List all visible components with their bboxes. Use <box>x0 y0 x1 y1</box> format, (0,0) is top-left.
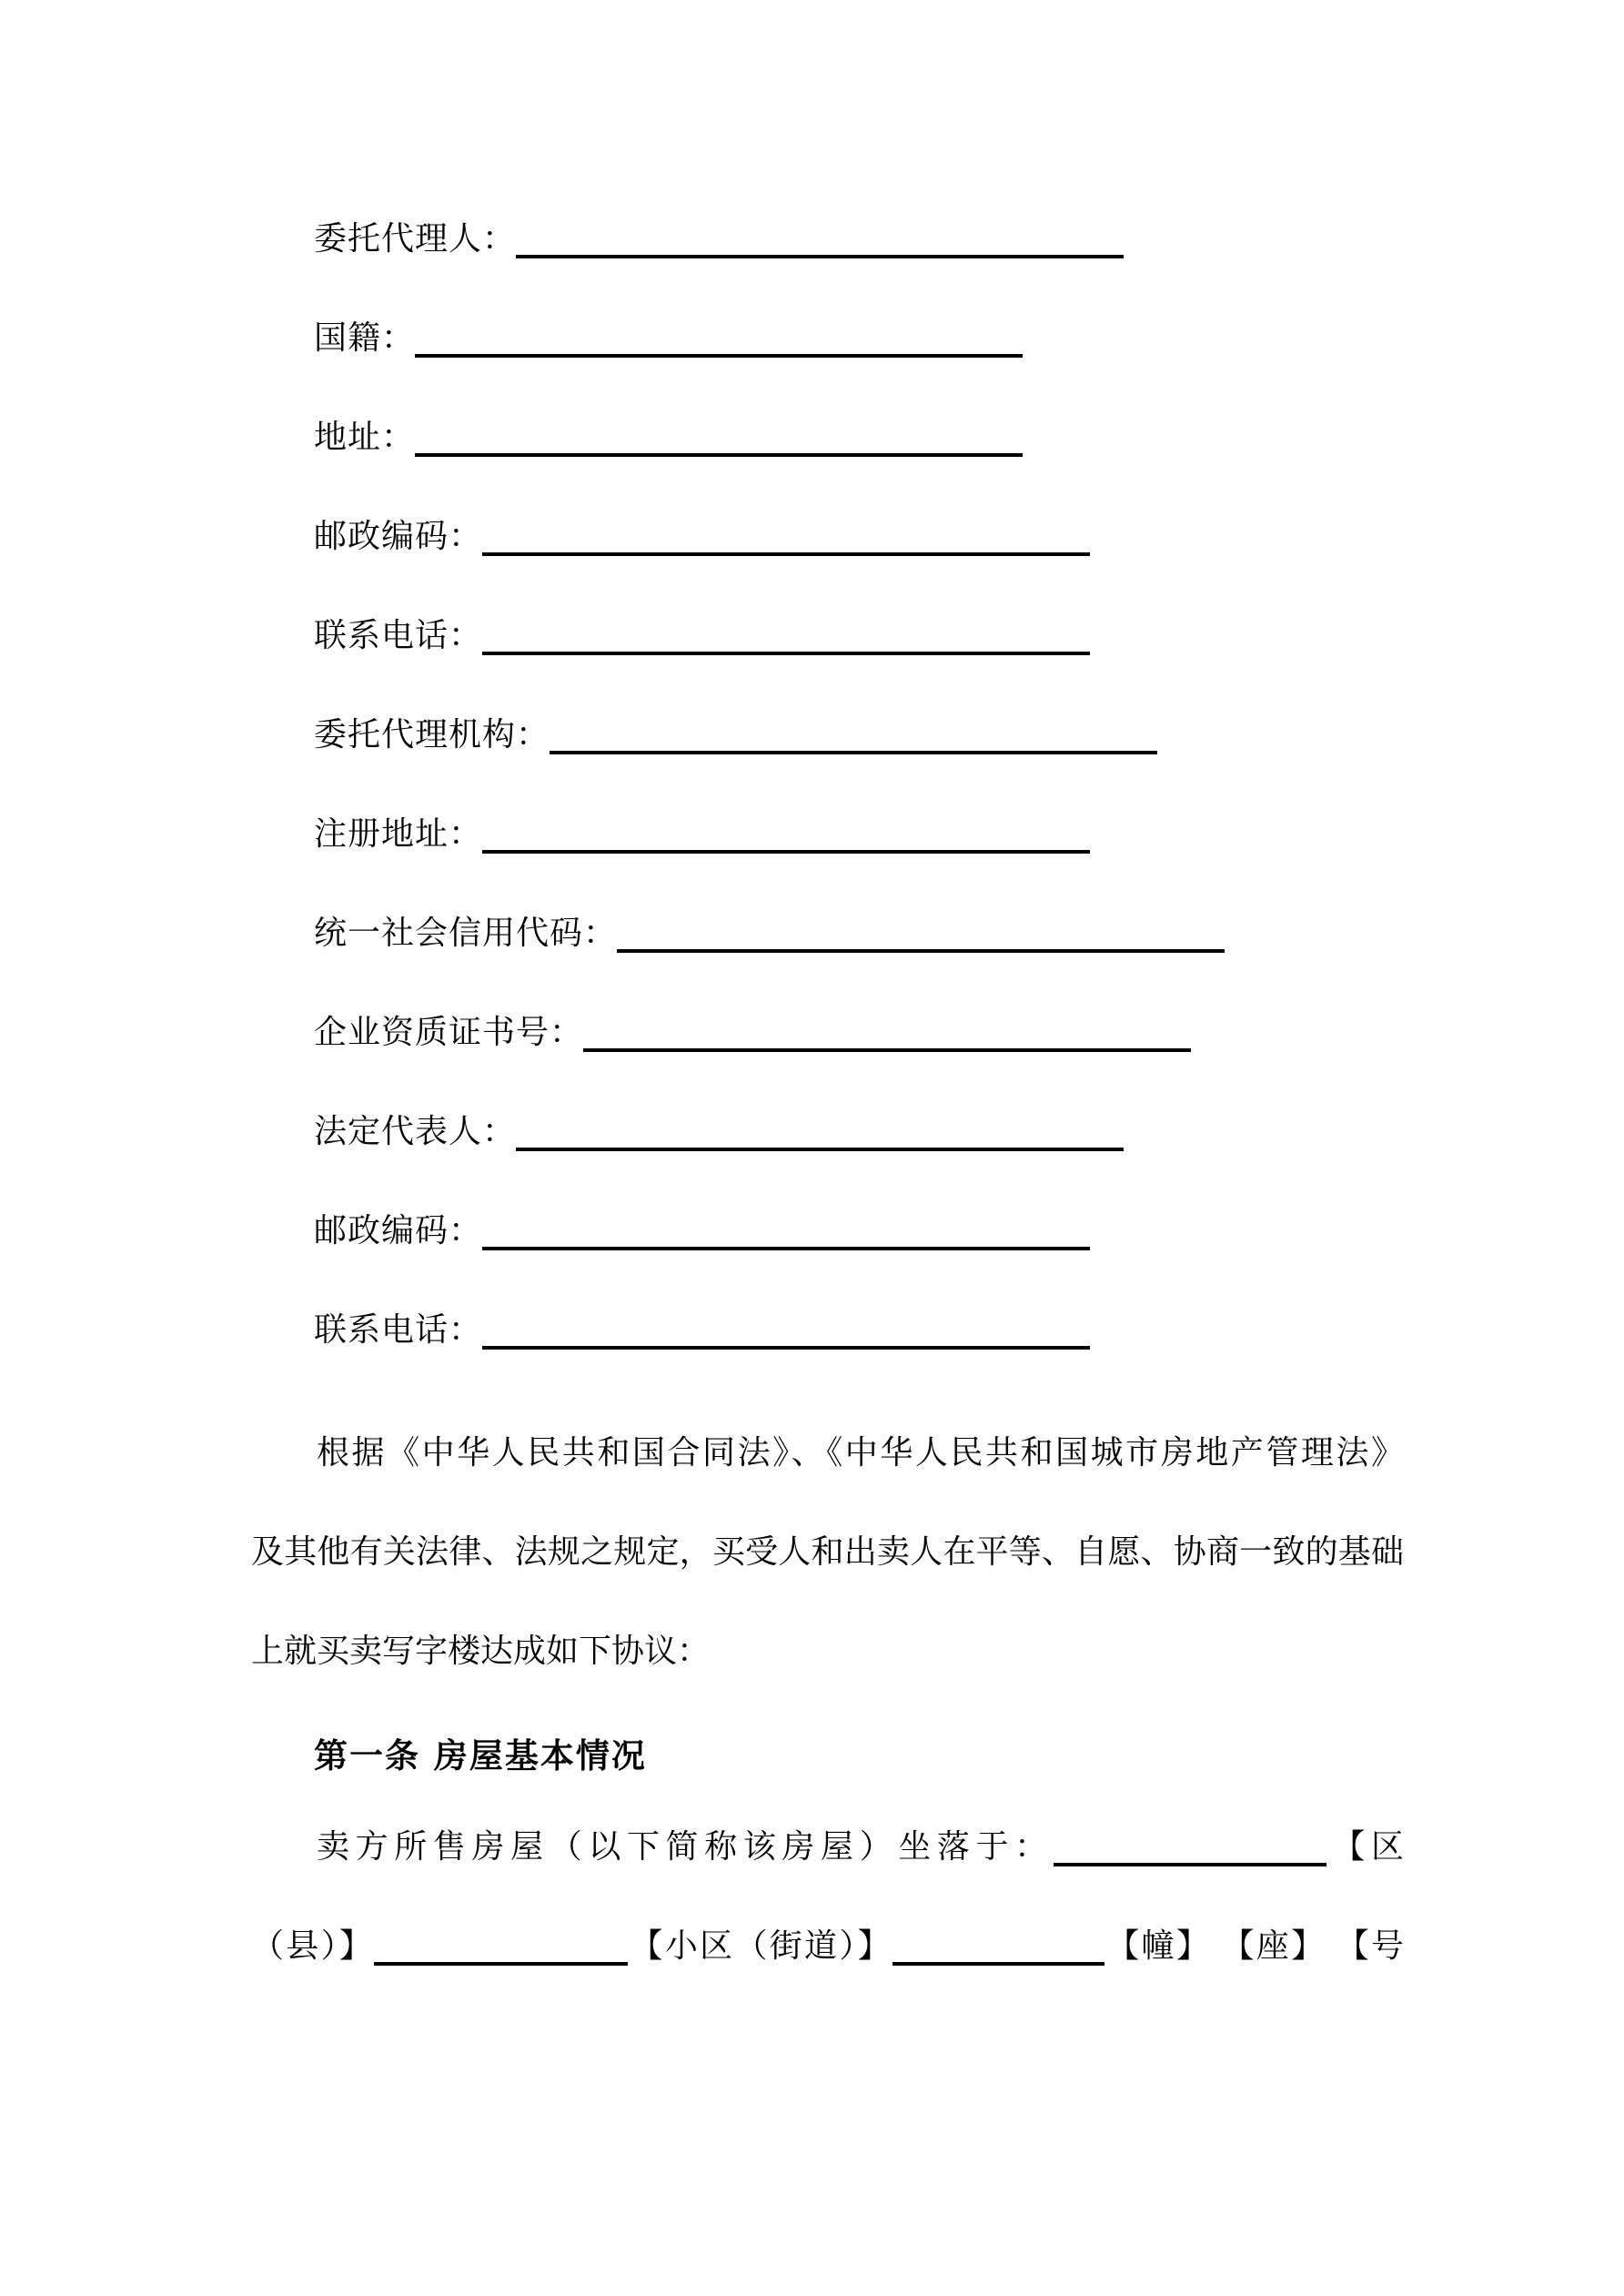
form-row-postal-code <box>314 487 1225 586</box>
postal-code-blank-line[interactable] <box>482 520 1090 556</box>
form-row-phone-2 <box>314 1280 1225 1380</box>
community-bracket-text: 【小区（街道）】 <box>628 1927 893 1964</box>
nationality-label: 国籍： <box>314 319 416 356</box>
building-bracket-text: 【幢】 <box>1104 1927 1212 1964</box>
agency-blank-line[interactable] <box>550 718 1157 754</box>
credit-code-label: 统一社会信用代码： <box>314 915 618 951</box>
agent-label: 委托代理人： <box>314 220 517 257</box>
form-row-agent <box>314 189 1225 288</box>
registered-address-label: 注册地址： <box>314 815 483 852</box>
postal-code-2-label: 邮政编码： <box>314 1212 483 1249</box>
preamble-line-3: 上就买卖写字楼达成如下协议： <box>251 1633 711 1669</box>
preamble-line-1: 根据《中华人民共和国合同法》、《中华人民共和国城市房地产管理法》 <box>317 1434 1404 1471</box>
number-bracket-text: 【号 <box>1336 1927 1404 1964</box>
legal-preamble-paragraph <box>251 1403 1404 1701</box>
qualification-cert-blank-line[interactable] <box>583 1016 1191 1052</box>
registered-address-blank-line[interactable] <box>482 817 1090 854</box>
form-row-address <box>314 388 1225 487</box>
postal-code-label: 邮政编码： <box>314 518 483 554</box>
form-row-credit-code <box>314 884 1225 983</box>
district-bracket-text: 【区 <box>1326 1828 1404 1865</box>
form-row-agency <box>314 685 1225 784</box>
qualification-cert-label: 企业资质证书号： <box>314 1014 584 1050</box>
county-bracket-text: （县）】 <box>251 1927 375 1964</box>
phone-2-blank-line[interactable] <box>482 1313 1090 1350</box>
article-1-line-2 <box>251 1896 1404 1996</box>
phone-label: 联系电话： <box>314 617 483 653</box>
form-row-nationality <box>314 288 1225 388</box>
agent-blank-line[interactable] <box>516 222 1124 258</box>
address-blank-line[interactable] <box>415 420 1023 457</box>
agency-label: 委托代理机构： <box>314 716 550 753</box>
preamble-line-2: 及其他有关法律、法规之规定，买受人和出卖人在平等、自愿、协商一致的基础 <box>251 1533 1404 1570</box>
article-1-paragraph <box>251 1797 1404 1996</box>
community-blank-line[interactable] <box>893 1929 1105 1966</box>
article-1-line-1 <box>251 1797 1404 1896</box>
nationality-blank-line[interactable] <box>415 321 1023 358</box>
postal-code-2-blank-line[interactable] <box>482 1214 1090 1250</box>
form-row-qualification-cert <box>314 983 1225 1082</box>
party-info-form-section <box>314 189 1225 1380</box>
address-label: 地址： <box>314 419 416 455</box>
form-row-legal-representative <box>314 1082 1225 1181</box>
county-blank-line[interactable] <box>374 1929 628 1966</box>
form-row-postal-code-2 <box>314 1181 1225 1280</box>
location-blank-line[interactable] <box>1054 1830 1326 1866</box>
legal-representative-blank-line[interactable] <box>516 1115 1124 1151</box>
form-row-phone <box>314 586 1225 685</box>
credit-code-blank-line[interactable] <box>617 916 1225 953</box>
article-1-heading: 第一条 房屋基本情况 <box>314 1736 647 1775</box>
block-bracket-text: 【座】 <box>1221 1927 1326 1964</box>
legal-representative-label: 法定代表人： <box>314 1113 517 1149</box>
phone-blank-line[interactable] <box>482 619 1090 655</box>
form-row-registered-address <box>314 784 1225 884</box>
phone-2-label: 联系电话： <box>314 1311 483 1348</box>
house-location-text: 卖方所售房屋（以下简称该房屋）坐落于： <box>317 1828 1054 1865</box>
